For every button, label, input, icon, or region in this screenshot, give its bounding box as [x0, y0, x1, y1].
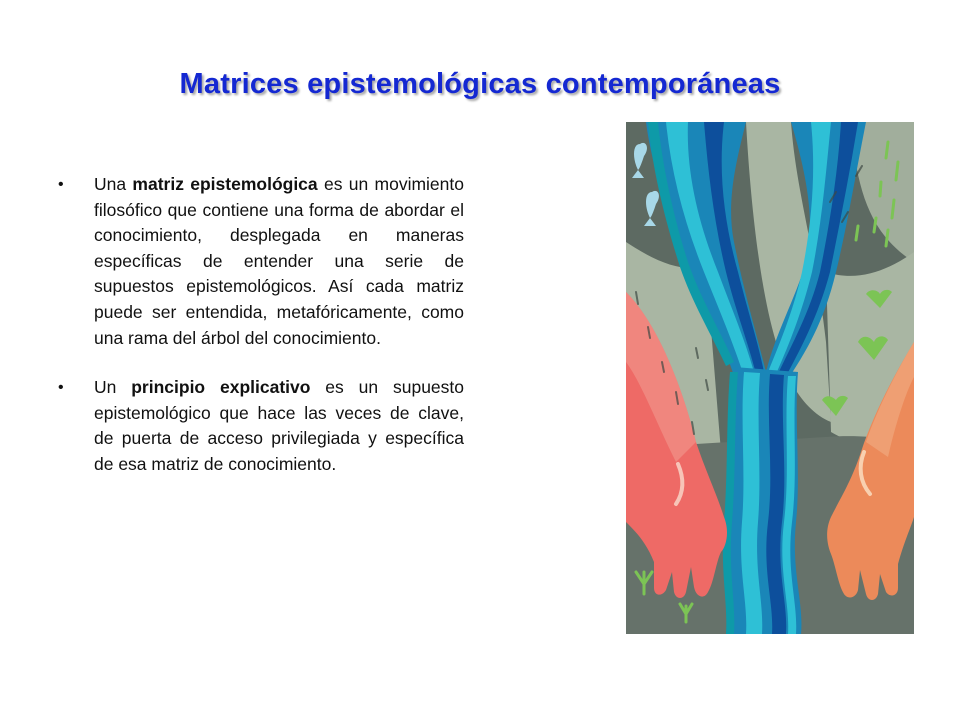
bullet-list: [58, 172, 464, 478]
river-hands-illustration: [626, 122, 914, 634]
bullet-text-after: es un supuesto epistemológico que hace las veces de clave, de puerta de acceso privilegiada y específica de esa matriz de conocimiento.: [94, 377, 465, 474]
bullet-text-before: Un: [94, 377, 132, 398]
bullet-item: [58, 172, 464, 351]
bullet-text-before: Una: [94, 174, 133, 194]
slide-title: Matrices epistemológicas contemporáneas: [179, 68, 781, 100]
bullet-text-after: es un movimiento filosófico que contiene una forma de abordar el conocimiento, desplegada en maneras específicas de entender una serie de supuestos epistemológicos. Así cada matriz puede ser entendida, metafóricamente, como una rama del árbol del conocimiento.: [94, 174, 464, 348]
bullet-marker: •: [58, 176, 64, 193]
bullet-term: principio explicativo: [131, 377, 311, 398]
bullet-term: matriz epistemológica: [132, 174, 318, 194]
bullet-marker: •: [58, 379, 64, 397]
bullet-item: [58, 375, 464, 477]
